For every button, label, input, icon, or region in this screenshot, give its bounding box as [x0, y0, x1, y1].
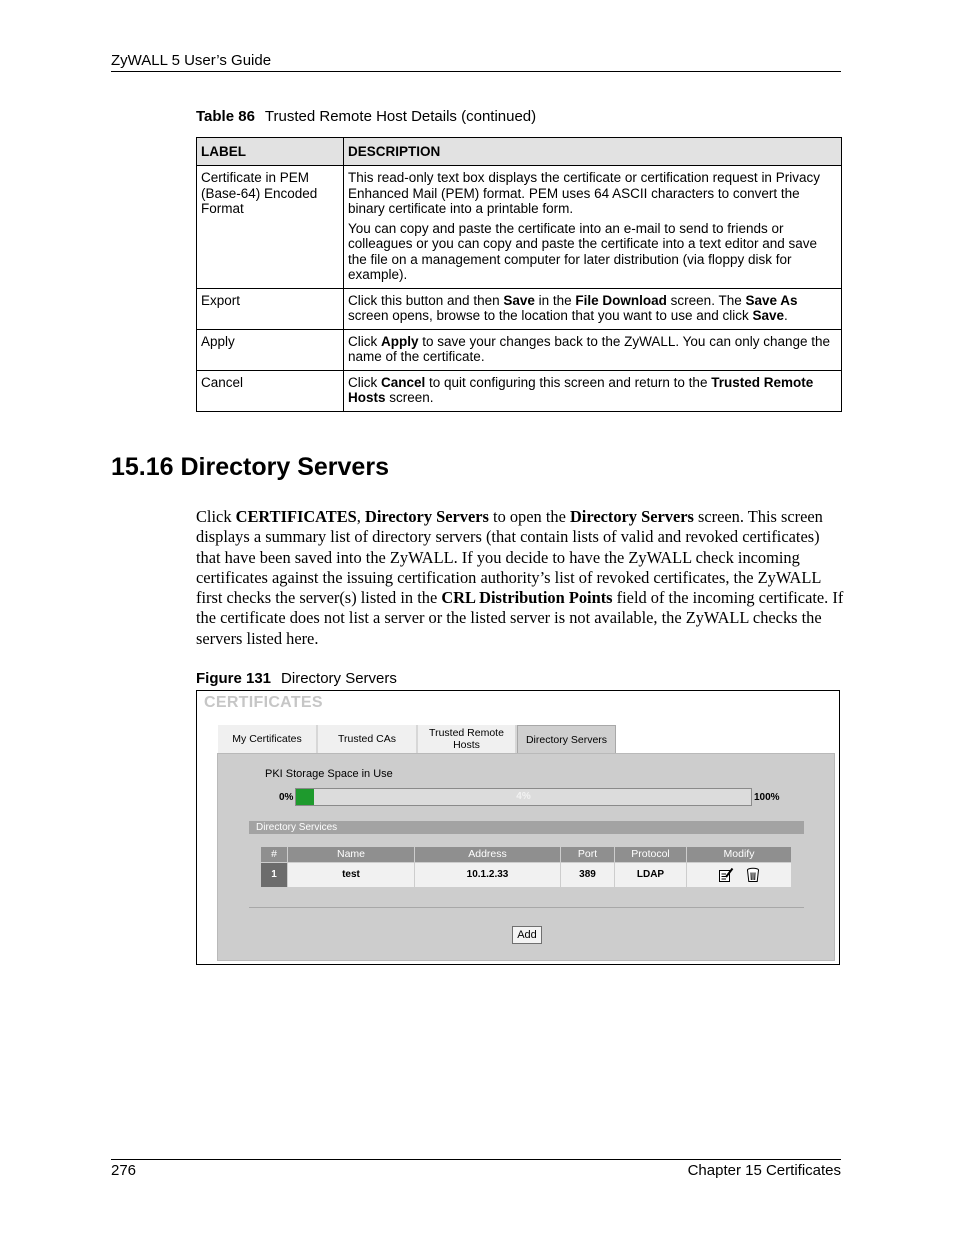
table-caption-number: Table 86	[196, 108, 255, 125]
text: screen. This screen displays a summary list of directory servers (that contain lists of valid and revoked certificates) that have been saved into the ZyWALL. If you decide to have the ZyWALL check incoming certificates against the issuing certification authority’s list of revoked certificates, the ZyWALL first checks the server(s) listed in the	[196, 507, 823, 608]
text-bold: File Download	[575, 292, 667, 308]
section-title: 15.16 Directory Servers	[111, 453, 389, 481]
text: in the	[534, 292, 576, 308]
pki-storage-progress-bar	[295, 788, 752, 806]
add-button[interactable]: Add	[512, 926, 542, 944]
text-bold: CERTIFICATES	[235, 507, 357, 526]
table-caption	[196, 108, 536, 125]
text-bold: Save As	[745, 292, 798, 308]
cell-modify	[687, 863, 792, 887]
figure-caption-number: Figure 131	[196, 670, 272, 687]
row-label: Certificate in PEM (Base-64) Encoded Format	[197, 166, 344, 289]
section-body	[196, 507, 846, 649]
cell-name: test	[288, 863, 415, 887]
row-description	[344, 166, 842, 289]
cell-address: 10.1.2.33	[415, 863, 561, 887]
row-description	[344, 370, 842, 411]
column-header-name: Name	[288, 847, 415, 862]
tab-my-certificates[interactable]: My Certificates	[218, 725, 318, 753]
text-bold: Cancel	[381, 374, 426, 390]
column-header-port: Port	[561, 847, 615, 862]
cell-port: 389	[561, 863, 615, 887]
text: Click	[348, 333, 381, 349]
text: .	[784, 308, 788, 323]
footer-rule	[111, 1159, 841, 1160]
table-row	[261, 863, 792, 887]
table-row	[197, 370, 842, 411]
tab-trusted-cas[interactable]: Trusted CAs	[318, 725, 418, 753]
screen-title: CERTIFICATES	[204, 694, 323, 711]
row-label: Export	[197, 288, 344, 329]
directory-services-label: Directory Services	[256, 822, 338, 833]
text: screen.	[385, 390, 434, 405]
text: field of the incoming certificate. If the certificate does not list a server or the listed server is not available, the ZyWALL checks the servers listed here.	[196, 588, 844, 648]
text: ,	[356, 507, 365, 526]
column-header-description: DESCRIPTION	[344, 138, 842, 166]
figure-caption-title: Directory Servers	[281, 670, 397, 687]
row-label: Apply	[197, 329, 344, 370]
text: screen. The	[666, 292, 746, 308]
text-bold: Trusted Remote Hosts	[348, 374, 814, 405]
text-bold: CRL Distribution Points	[441, 588, 613, 608]
text-bold: Save	[503, 292, 535, 308]
description-paragraph: This read-only text box displays the certificate or certification request in Privacy Enhanced Mail (PEM) format. PEM uses 64 ASCII characters to convert the binary certificate into a printable form.	[348, 170, 820, 216]
table-header-row	[261, 847, 792, 862]
table-row	[197, 166, 842, 289]
delete-trash-icon[interactable]	[746, 867, 760, 883]
description-paragraph: You can copy and paste the certificate into an e-mail to send to friends or colleagues or you can copy and paste the certificate into a text editor and save the file on a management computer for later distribution (via floppy disk for example).	[348, 220, 818, 282]
chapter-title: Chapter 15 Certificates	[687, 1162, 841, 1179]
cell-number: 1	[261, 863, 288, 887]
column-header-address: Address	[415, 847, 561, 862]
row-description	[344, 288, 842, 329]
usage-min-label: 0%	[279, 792, 294, 803]
text: screen opens, browse to the location that you want to use and click	[348, 308, 753, 323]
tab-trusted-remote-hosts[interactable]: Trusted Remote Hosts	[418, 725, 517, 753]
table-row	[197, 288, 842, 329]
text-bold: Save	[752, 308, 785, 323]
divider	[249, 907, 804, 908]
directory-services-header	[249, 821, 804, 834]
table-header-row	[197, 138, 842, 166]
edit-icon[interactable]	[718, 867, 734, 883]
progress-value: 4%	[516, 791, 531, 802]
usage-max-label: 100%	[754, 792, 780, 803]
row-label: Cancel	[197, 370, 344, 411]
text: to open the	[488, 507, 570, 526]
text-bold: Directory Servers	[569, 507, 694, 526]
text: to quit configuring this screen and return to the	[425, 374, 712, 390]
column-header-modify: Modify	[687, 847, 792, 862]
cell-protocol: LDAP	[615, 863, 687, 887]
text: Click this button and then	[348, 292, 504, 308]
row-description	[344, 329, 842, 370]
text-bold: Directory Servers	[364, 507, 489, 526]
figure-caption	[196, 670, 397, 687]
directory-servers-table	[261, 847, 792, 887]
text: Click	[196, 507, 236, 526]
header-rule	[111, 71, 841, 72]
text: to save your changes back to the ZyWALL. You can only change the name of the certificate.	[348, 333, 831, 364]
tab-directory-servers[interactable]: Directory Servers	[517, 725, 616, 753]
directory-servers-panel	[217, 753, 835, 961]
trusted-remote-host-details-table	[196, 137, 842, 412]
text: Click	[348, 374, 381, 390]
table-row	[197, 329, 842, 370]
page-number: 276	[111, 1162, 137, 1179]
page-header-title: ZyWALL 5 User’s Guide	[111, 52, 272, 69]
column-header-label: LABEL	[197, 138, 344, 166]
pki-storage-label: PKI Storage Space in Use	[265, 768, 393, 780]
column-header-protocol: Protocol	[615, 847, 687, 862]
column-header-number: #	[261, 847, 288, 862]
text-bold: Apply	[381, 333, 419, 349]
table-caption-title: Trusted Remote Host Details (continued)	[264, 108, 537, 125]
directory-servers-screenshot	[196, 690, 840, 965]
